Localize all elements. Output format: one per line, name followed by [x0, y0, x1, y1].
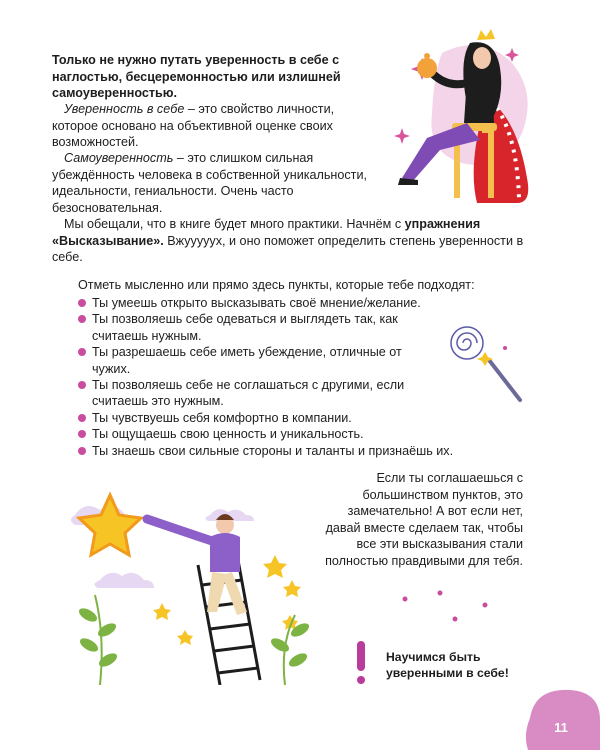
conclusion-paragraph: Если ты соглашаешься с большинством пунктов, это замечательно! А вот если нет, давай вместе сделаем так, чтобы все эти высказывания стали полностью правдивыми для тебя. [325, 471, 523, 568]
checklist-item [78, 443, 532, 459]
page-corner-blob [520, 688, 600, 750]
queen-illustration [382, 28, 542, 208]
exclamation-dot-icon [357, 676, 365, 684]
bullet-dot-icon [78, 447, 86, 455]
definition-self-confidence [52, 150, 370, 216]
intro-bold-paragraph [52, 52, 372, 102]
checklist-item [78, 410, 512, 426]
definition-confidence [52, 101, 362, 151]
checklist-item [78, 426, 512, 442]
checklist-item [78, 295, 512, 311]
exercise-prompt: Отметь мысленно или прямо здесь пункты, которые тебе подходят: [78, 278, 475, 292]
checklist-item [78, 311, 427, 344]
star-icon [177, 630, 193, 645]
star-icon [79, 495, 141, 555]
exclamation-icon [357, 641, 365, 671]
bullet-dot-icon [78, 430, 86, 438]
practice-text-2: Вжууууух, и оно поможет определить степень уверенности в себе. [52, 233, 524, 265]
definition-confidence-text: – это свойство личности, которое основано на объективной оценке своих возможностей. [52, 102, 335, 150]
checklist-item-text: Ты ощущаешь свою ценность и уникальность. [92, 427, 364, 442]
star-icon [263, 555, 287, 578]
sparkle-icon [394, 128, 410, 144]
checklist-item [78, 344, 427, 377]
definition-self-confidence-text: – это слишком сильная убеждённость человека в собственной уникальности, идеальности, гениальности. Очень часто безосновательная. [52, 151, 367, 215]
checklist-item [78, 377, 427, 410]
magic-wand-illustration [445, 318, 525, 408]
checklist-item-text: Ты позволяешь себе одеваться и выглядеть так, как считаешь нужным. [92, 312, 398, 343]
bullet-dot-icon [78, 348, 86, 356]
star-icon [283, 580, 301, 597]
term-confidence: Уверенность в себе [64, 102, 185, 116]
exercise-name: упражнения «Высказывание». [52, 217, 481, 248]
bullet-dot-icon [78, 381, 86, 389]
checklist-item-text: Ты позволяешь себе не соглашаться с другими, если считаешь это нужным. [92, 378, 405, 409]
practice-text-1: Мы обещали, что в книге будет много практики. Начнём с [64, 217, 405, 231]
ladder-star-illustration [60, 485, 325, 685]
decorative-dots [395, 585, 515, 625]
star-icon [153, 603, 171, 620]
checklist-item-text: Ты умеешь открыто высказывать своё мнение/желание. [92, 296, 421, 310]
practice-paragraph [52, 216, 537, 266]
bullet-dot-icon [78, 414, 86, 422]
term-self-confidence: Самоуверенность [64, 151, 174, 165]
checklist-item-text: Ты чувствуешь себя комфортно в компании. [92, 410, 352, 425]
checklist-item-text: Ты разрешаешь себе иметь убеждение, отличные от чужих. [92, 345, 402, 376]
intro-bold-text: Только не нужно путать уверенность в себе с наглостью, бесцеремонностью или излишней самоуверенностью. [52, 53, 341, 101]
page-number: 11 [554, 720, 568, 735]
callout-text: Научимся быть уверенными в себе! [386, 650, 509, 680]
checklist-item-text: Ты знаешь свои сильные стороны и таланты и признаёшь их. [92, 443, 454, 458]
bullet-dot-icon [78, 299, 86, 307]
bullet-dot-icon [78, 315, 86, 323]
